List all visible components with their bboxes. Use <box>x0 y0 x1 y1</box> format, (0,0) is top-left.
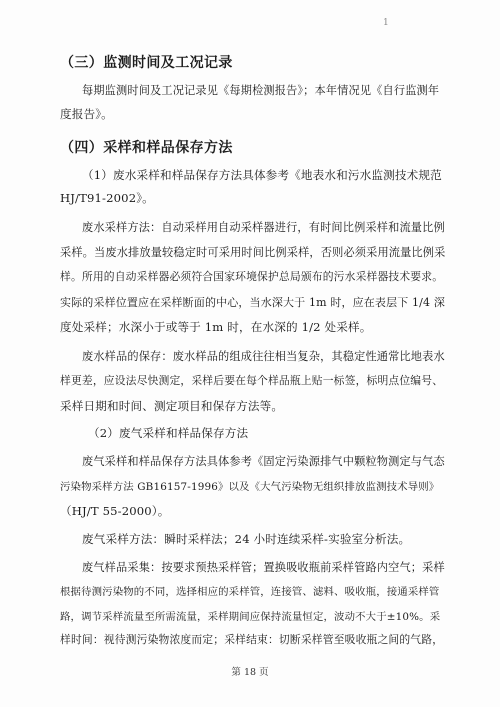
text-line: （1）废水采样和样品保存方法具体参考《地表水和污水监测技术规范 <box>82 168 442 182</box>
text-line: 废气采样方法：瞬时采样法；24 小时连续采样-实验室分析法。 <box>82 532 411 546</box>
text-line: 样时间：视待测污染物浓度而定；采样结束：切断采样管至吸收瓶之间的气路， <box>60 633 444 646</box>
text-line: （HJ/T 55-2000）。 <box>60 504 170 518</box>
section-heading-sampling-methods: （四）采样和样品保存方法 <box>60 140 233 156</box>
text-line: 废气采样和样品保存方法具体参考《固定污染源排气中颗粒物测定与气态 <box>82 455 445 468</box>
text-line: HJ/T91-2002》。 <box>60 191 154 205</box>
text-line: 根据待测污染物的不同，选择相应的采样管，连接管、滤料、吸收瓶，接通采样管 <box>60 586 440 598</box>
text-line: 采样日期和时间、测定项目和保存方法等。 <box>60 399 284 413</box>
page-number: 第 18 页 <box>231 667 269 678</box>
subsection-heading-exhaust-gas: （2）废气采样和样品保存方法 <box>88 426 249 440</box>
text-line: 废水采样方法：自动采样用自动采样器进行，有时间比例采样和流量比例 <box>82 221 445 234</box>
text-line: 污染物采样方法 GB16157-1996》以及《大气污染物无组织排放监测技术导则》 <box>60 481 440 493</box>
text-line: 废气样品采集：按要求预热采样管；置换吸收瓶前采样管路内空气；采样 <box>82 561 445 574</box>
text-line: 度处采样；水深小于或等于 1m 时，在水深的 1/2 处采样。 <box>60 320 372 334</box>
section-heading-monitoring-time: （三）监测时间及工况记录 <box>60 55 233 71</box>
text-line: 样更差，应设法尽快测定，采样后要在每个样品瓶上贴一标签，标明点位编号、 <box>60 374 444 387</box>
text-line: 样。所用的自动采样器必须符合国家环境保护总局颁布的污水采样器技术要求。 <box>60 270 444 283</box>
text-line: 路，调节采样流量至所需流量，采样期间应保持流量恒定，波动不大于±10%。采 <box>60 611 441 623</box>
text-line: 度报告》。 <box>60 107 113 121</box>
scan-mark: 1 <box>383 18 389 28</box>
text-line: 废水样品的保存：废水样品的组成往往相当复杂，其稳定性通常比地表水 <box>82 350 445 363</box>
text-line: 每期监测时间及工况记录见《每期检测报告》；本年情况见《自行监测年 <box>82 84 440 97</box>
text-line: 实际的采样位置应在采样断面的中心，当水深大于 1m 时，应在表层下 1/4 深 <box>60 296 445 309</box>
text-line: 采样。当废水排放量较稳定时可采用时间比例采样，否则必须采用流量比例采 <box>60 246 446 259</box>
